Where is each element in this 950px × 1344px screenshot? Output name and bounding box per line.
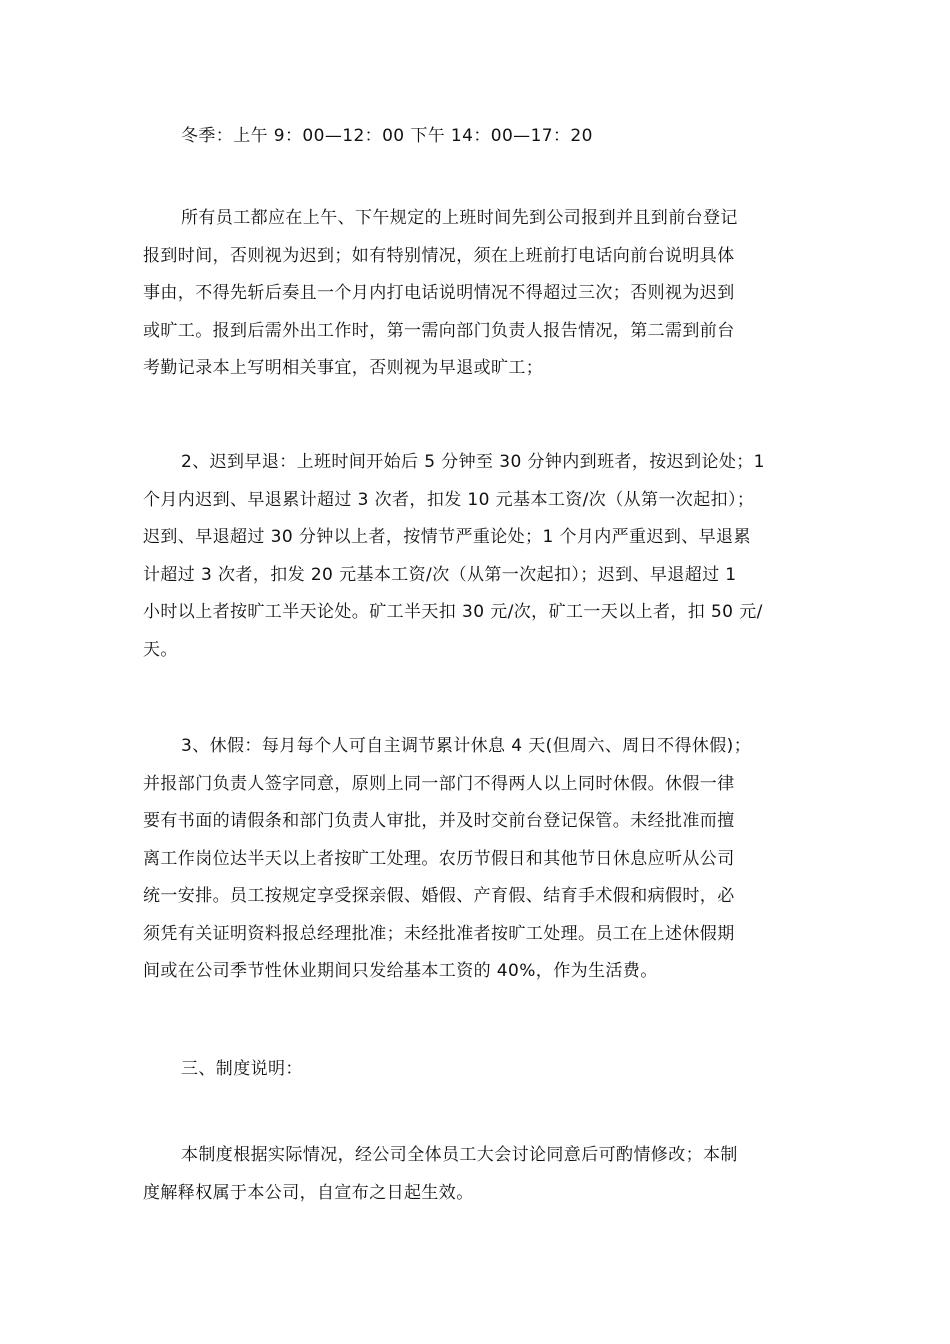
paragraph-reporting-rule [143,200,807,388]
text-line: 并报部门负责人签字同意，原则上同一部门不得两人以上同时休假。休假一律 [143,773,735,794]
paragraph-late-early-leave [143,444,807,669]
section-heading-system-explanation [143,1051,807,1089]
text-line: 小时以上者按旷工半天论处。矿工半天扣 30 元/次，矿工一天以上者，扣 50 元/ [143,602,763,622]
text-line: 报到时间，否则视为迟到；如有特别情况，须在上班前打电话向前台说明具体 [143,245,735,266]
text-line: 间或在公司季节性休业期间只发给基本工资的 40%，作为生活费。 [143,961,658,981]
text-line: 度解释权属于本公司，自宣布之日起生效。 [143,1182,474,1203]
text-line: 个月内迟到、早退累计超过 3 次者，扣发 10 元基本工资/次（从第一次起扣）； [143,489,755,510]
section-heading: 三、制度说明： [181,1059,303,1079]
text-line: 须凭有关证明资料报总经理批准；未经批准者按旷工处理。员工在上述休假期 [143,923,735,944]
paragraph-winter-hours [143,118,807,156]
text-line: 事由，不得先斩后奏且一个月内打电话说明情况不得超过三次；否则视为迟到 [143,283,735,303]
text-line: 离工作岗位达半天以上者按旷工处理。农历节假日和其他节日休息应听从公司 [143,848,735,869]
text-line: 或旷工。报到后需外出工作时，第一需向部门负责人报告情况，第二需到前台 [143,320,735,341]
text-line: 计超过 3 次者，扣发 20 元基本工资/次（从第一次起扣）；迟到、早退超过 1 [143,564,737,585]
text-line: 迟到、早退超过 30 分钟以上者，按情节严重论处；1 个月内严重迟到、早退累 [143,527,751,547]
paragraph-leave-rule [143,728,807,991]
text-line: 2、迟到早退：上班时间开始后 5 分钟至 30 分钟内到班者，按迟到论处；1 [181,452,765,472]
text-line: 冬季：上午 9：00—12：00 下午 14：00—17：20 [181,126,593,146]
text-line: 所有员工都应在上午、下午规定的上班时间先到公司报到并且到前台登记 [181,208,738,228]
text-line: 天。 [143,639,178,660]
text-line: 3、休假：每月每个人可自主调节累计休息 4 天(但周六、周日不得休假)； [181,736,752,756]
text-line: 本制度根据实际情况，经公司全体员工大会讨论同意后可酌情修改；本制 [181,1145,738,1165]
text-line: 要有书面的请假条和部门负责人审批，并及时交前台登记保管。未经批准而擅 [143,811,735,831]
text-line: 统一安排。员工按规定享受探亲假、婚假、产育假、结育手术假和病假时，必 [143,886,735,906]
paragraph-system-explanation [143,1137,807,1212]
text-line: 考勤记录本上写明相关事宜，否则视为早退或旷工； [143,358,544,378]
